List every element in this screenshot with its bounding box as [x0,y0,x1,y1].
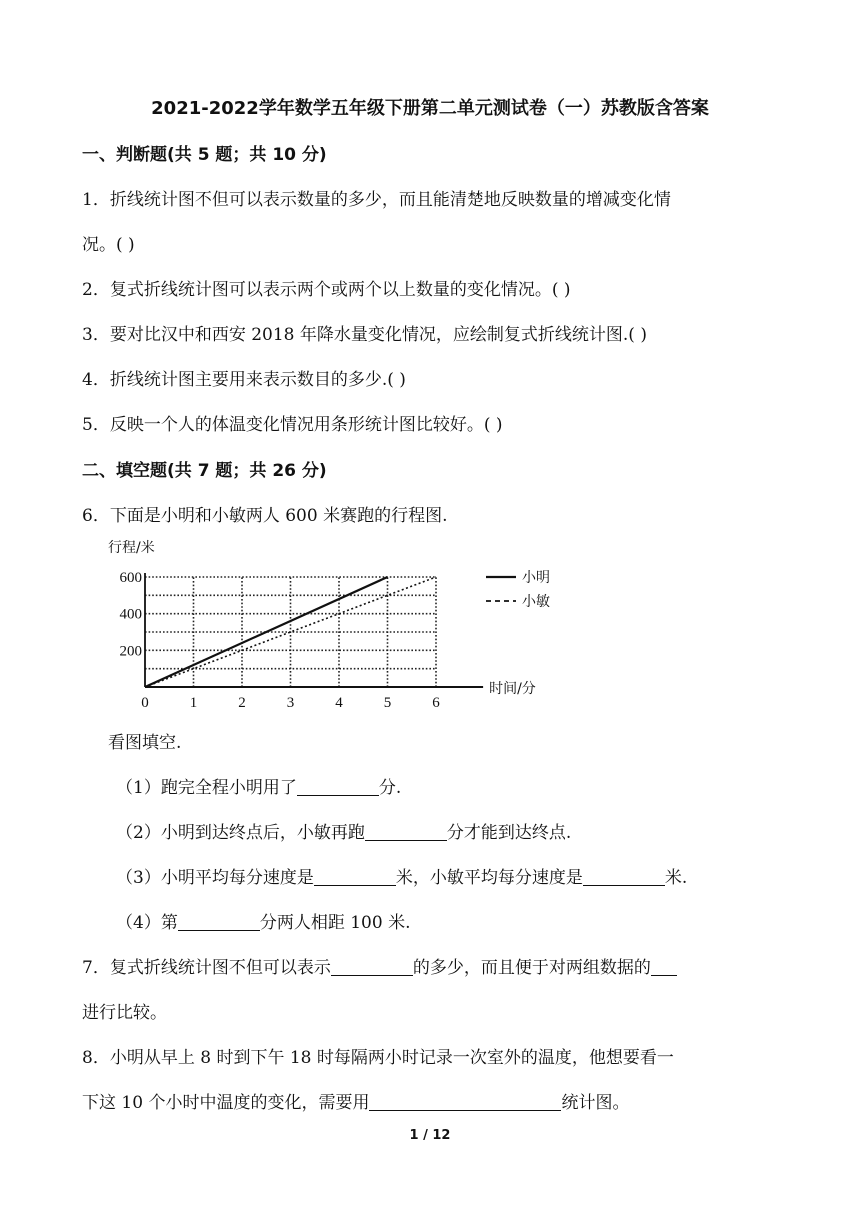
chart-labels [108,539,536,711]
legend-label: 小明 [522,570,550,586]
x-tick-label: 6 [432,695,440,711]
question-5: 5．反映一个人的体温变化情况用条形统计图比较好。( ) [82,415,503,435]
question-7-text-b: 的多少，而且便于对两组数据的 [412,958,651,978]
chart-legend [486,570,550,610]
y-tick-label: 200 [119,643,142,660]
answer-blank[interactable] [331,957,413,976]
question-6-instruction: 看图填空. [108,733,182,753]
part-2-text-a: （2）小明到达终点后，小敏再跑 [116,823,365,843]
part-3-text-b: 米，小敏平均每分速度是 [395,868,583,888]
question-8-line-1: 8．小明从早上 8 时到下午 18 时每隔两小时记录一次室外的温度，他想要看一 [82,1048,674,1068]
section-2-title: 二、填空题(共 7 题；共 26 分) [82,461,327,481]
question-6-part-3 [116,863,687,888]
answer-blank[interactable] [369,1092,561,1111]
x-axis-title: 时间/分 [489,681,536,697]
page-number: 1 / 12 [409,1128,451,1143]
part-2-text-b: 分才能到达终点. [446,823,572,843]
x-tick-label: 5 [383,695,392,711]
y-tick-label: 600 [119,570,142,586]
distance-time-chart [100,532,560,712]
x-tick-label: 2 [238,695,246,711]
part-4-text-a: （4）第 [116,913,178,933]
question-7-line-1 [82,953,677,978]
section-1-title: 一、判断题(共 5 题；共 10 分) [82,145,327,165]
chart-axes [145,573,483,687]
answer-blank[interactable] [314,867,396,886]
question-8-text-b: 统计图。 [561,1093,630,1113]
y-tick-label: 400 [119,606,142,623]
question-6-part-4 [116,908,411,933]
question-8-text-a: 下这 10 个小时中温度的变化，需要用 [82,1093,370,1113]
question-6-stem: 6．下面是小明和小敏两人 600 米赛跑的行程图. [82,506,448,526]
answer-blank[interactable] [297,777,379,796]
question-2: 2．复式折线统计图可以表示两个或两个以上数量的变化情况。( ) [82,280,571,300]
x-tick-label: 1 [189,695,198,711]
question-7-line-2: 进行比较。 [82,1003,167,1023]
question-1-line-1: 1．折线统计图不但可以表示数量的多少，而且能清楚地反映数量的增减变化情 [82,190,671,210]
answer-blank[interactable] [178,912,260,931]
part-3-text-c: 米. [664,868,688,888]
answer-blank[interactable] [583,867,665,886]
part-4-text-b: 分两人相距 100 米. [259,913,411,933]
part-1-text-b: 分. [378,778,402,798]
question-7-text-a: 7．复式折线统计图不但可以表示 [82,958,331,978]
x-tick-label: 0 [141,695,149,711]
y-axis-title: 行程/米 [108,540,155,556]
question-3: 3．要对比汉中和西安 2018 年降水量变化情况，应绘制复式折线统计图.( ) [82,325,647,345]
question-4: 4．折线统计图主要用来表示数目的多少.( ) [82,370,406,390]
question-6-part-2 [116,818,571,843]
x-tick-label: 3 [286,695,295,711]
page-title: 2021-2022学年数学五年级下册第二单元测试卷（一）苏教版含答案 [151,98,709,119]
answer-blank[interactable] [651,957,677,976]
part-3-text-a: （3）小明平均每分速度是 [116,868,314,888]
question-1-line-2: 况。( ) [82,235,135,255]
part-1-text-a: （1）跑完全程小明用了 [116,778,297,798]
x-tick-label: 4 [335,695,343,711]
legend-label: 小敏 [522,594,550,610]
question-6-part-1 [116,773,401,798]
question-8-line-2 [82,1088,629,1113]
answer-blank[interactable] [365,822,447,841]
